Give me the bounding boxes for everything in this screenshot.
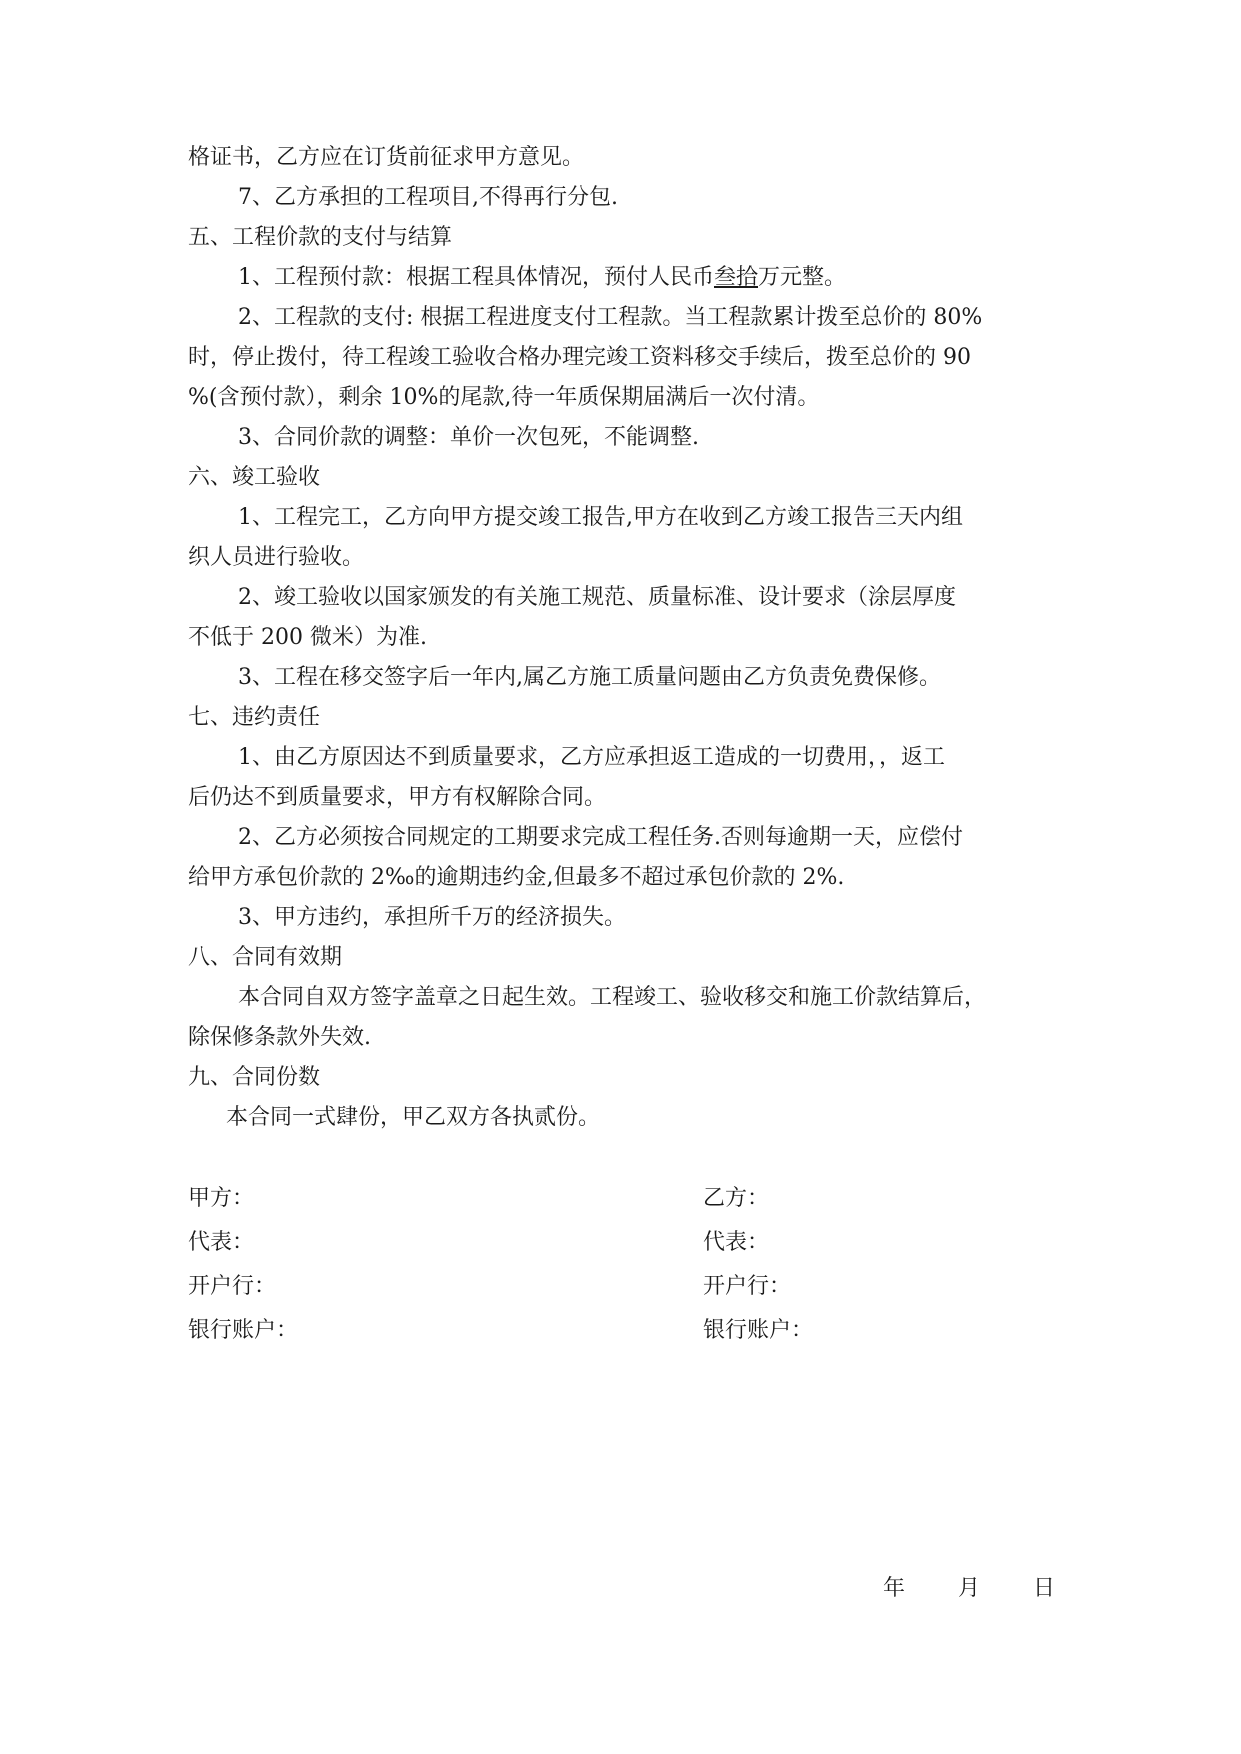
clause-6-3: 3、工程在移交签字后一年内,属乙方施工质量问题由乙方负责免费保修。 bbox=[238, 665, 941, 690]
clause-5-1-text-b: 万元整。 bbox=[758, 265, 847, 290]
party-b-rep-label: 代表： bbox=[703, 1230, 770, 1255]
clause-6-1-line-2: 织人员进行验收。 bbox=[188, 545, 365, 570]
clause-5-3: 3、合同价款的调整：单价一次包死，不能调整. bbox=[238, 425, 699, 450]
clause-7-1-line-2: 后仍达不到质量要求，甲方有权解除合同。 bbox=[188, 785, 607, 810]
clause-5-1-text-a: 1、工程预付款：根据工程具体情况，预付人民币 bbox=[238, 265, 714, 290]
clause-4-7: 7、乙方承担的工程项目,不得再行分包. bbox=[238, 185, 618, 210]
clause-6-1-line-1: 1、工程完工，乙方向甲方提交竣工报告,甲方在收到乙方竣工报告三天内组 bbox=[238, 505, 963, 530]
date-month-label: 月 bbox=[958, 1576, 981, 1601]
clause-8-line-1: 本合同自双方签字盖章之日起生效。工程竣工、验收移交和施工价款结算后， bbox=[238, 985, 987, 1010]
date-day-label: 日 bbox=[1033, 1576, 1056, 1601]
clause-5-2-line-2: 时，停止拨付，待工程竣工验收合格办理完竣工资料移交手续后，拨至总价的 90 bbox=[188, 345, 971, 370]
party-b-account-label: 银行账户： bbox=[703, 1318, 814, 1343]
clause-7-2-line-2: 给甲方承包价款的 2‰的逾期违约金,但最多不超过承包价款的 2%. bbox=[188, 865, 845, 890]
party-b-bank-label: 开户行： bbox=[703, 1274, 792, 1299]
date-year-label: 年 bbox=[883, 1576, 906, 1601]
party-a-label: 甲方： bbox=[188, 1186, 255, 1211]
clause-5-2-line-1: 2、工程款的支付: 根据工程进度支付工程款。当工程款累计拨至总价的 80% bbox=[238, 305, 983, 330]
section-title-9: 九、合同份数 bbox=[188, 1065, 321, 1090]
party-a-bank-label: 开户行： bbox=[188, 1274, 277, 1299]
clause-9: 本合同一式肆份，甲乙双方各执贰份。 bbox=[226, 1105, 601, 1130]
party-b-label: 乙方： bbox=[703, 1186, 770, 1211]
body-line: 格证书，乙方应在订货前征求甲方意见。 bbox=[188, 145, 585, 170]
advance-amount: 叁拾 bbox=[714, 265, 759, 290]
clause-5-2-line-3: %(含预付款），剩余 10%的尾款,待一年质保期届满后一次付清。 bbox=[188, 385, 820, 410]
clause-6-2-line-1: 2、竣工验收以国家颁发的有关施工规范、质量标准、设计要求（涂层厚度 bbox=[238, 585, 956, 610]
section-title-5: 五、工程价款的支付与结算 bbox=[188, 225, 453, 250]
section-title-6: 六、竣工验收 bbox=[188, 465, 321, 490]
clause-7-1-line-1: 1、由乙方原因达不到质量要求，乙方应承担返工造成的一切费用，，返工 bbox=[238, 745, 945, 770]
clause-6-2-line-2: 不低于 200 微米）为准. bbox=[188, 625, 427, 650]
clause-7-3: 3、甲方违约，承担所千万的经济损失。 bbox=[238, 905, 626, 930]
party-a-account-label: 银行账户： bbox=[188, 1318, 299, 1343]
clause-5-1 bbox=[238, 263, 846, 293]
section-title-8: 八、合同有效期 bbox=[188, 945, 343, 970]
clause-7-2-line-1: 2、乙方必须按合同规定的工期要求完成工程任务.否则每逾期一天，应偿付 bbox=[238, 825, 963, 850]
clause-8-line-2: 除保修条款外失效. bbox=[188, 1025, 371, 1050]
party-a-rep-label: 代表： bbox=[188, 1230, 255, 1255]
section-title-7: 七、违约责任 bbox=[188, 705, 321, 730]
